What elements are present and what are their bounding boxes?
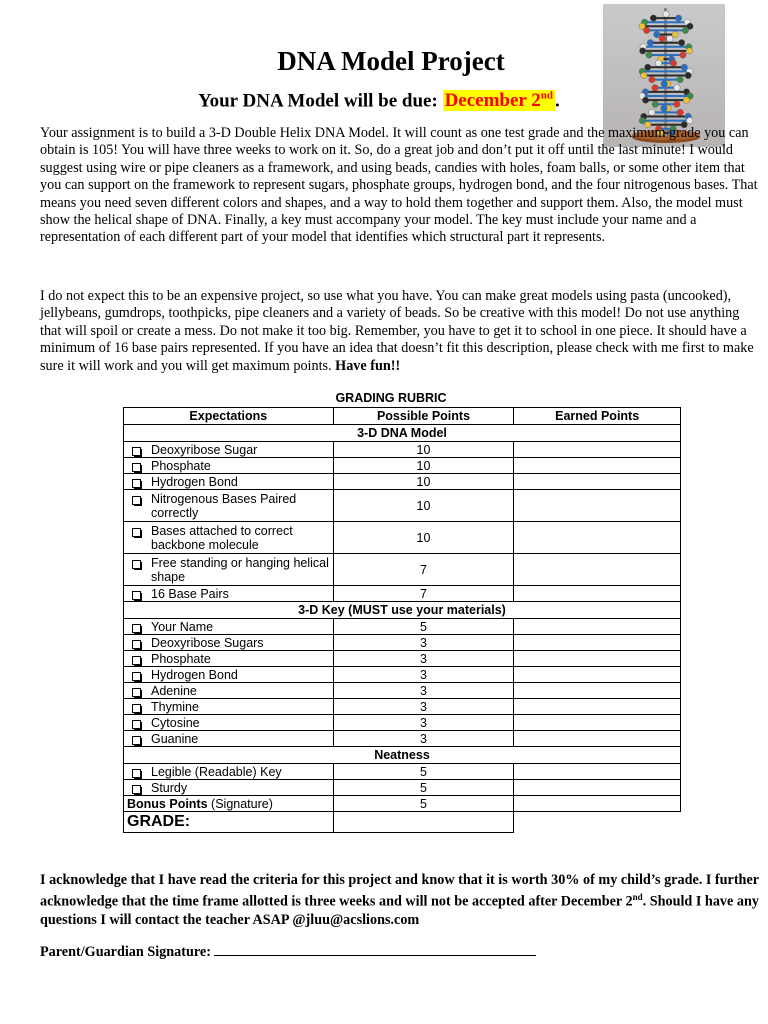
ack-part2: . Should I have any questions I will contact the teacher ASAP @jluu@acslions.com xyxy=(40,894,759,928)
rubric-item-earned-points[interactable] xyxy=(514,683,681,699)
rubric-item-label: Hydrogen Bond xyxy=(151,474,238,489)
signature-field[interactable] xyxy=(214,943,536,956)
rubric-item-possible-points: 7 xyxy=(333,554,514,586)
checkbox-bullet-icon xyxy=(132,785,141,794)
rubric-section-title: 3-D Key (MUST use your materials) xyxy=(124,602,681,619)
rubric-item-label: Thymine xyxy=(151,699,199,714)
rubric-item-possible-points: 3 xyxy=(333,683,514,699)
rubric-item-possible-points: 7 xyxy=(333,586,514,602)
rubric-item-possible-points: 10 xyxy=(333,490,514,522)
rubric-section-row xyxy=(124,425,681,442)
ack-sup: nd xyxy=(632,892,643,903)
assignment-paragraph: Your assignment is to build a 3-D Double Helix DNA Model. It will count as one test grade and the maximum grade you can obtain is 105! You will have three weeks to work on it. So, do a great job and don’t put it off until the last minute! I would suggest using wire or pipe cleaners as a framework, and using beads, candies with holes, foam balls, or some other item that you can support on the framework to represent sugars, phosphate groups, hydrogen bond, and the four nitrogenous bases. That means you need seven different colors and shapes, and a way to hold them together and support them. Also, the model must show the helical shape of DNA. Finally, a key must accompany your model. The key must include your name and a representation of each different part of your model that identifies which structural part it represents. xyxy=(40,125,758,246)
rubric-item-possible-points: 3 xyxy=(333,699,514,715)
rubric-item-earned-points[interactable] xyxy=(514,458,681,474)
rubric-item-possible-points: 3 xyxy=(333,715,514,731)
rubric-item-expectation xyxy=(124,683,334,699)
signature-label: Parent/Guardian Signature: xyxy=(40,944,211,960)
rubric-item-possible-points: 10 xyxy=(333,458,514,474)
rubric-item-earned-points[interactable] xyxy=(514,699,681,715)
rubric-item-label: Guanine xyxy=(151,731,199,746)
rubric-item-label: Sturdy xyxy=(151,780,188,795)
rubric-item-earned-points[interactable] xyxy=(514,554,681,586)
rubric-header-row xyxy=(124,408,681,425)
rubric-item-expectation xyxy=(124,651,334,667)
rubric-item-label: Deoxyribose Sugar xyxy=(151,442,258,457)
rubric-item-earned-points[interactable] xyxy=(514,442,681,458)
rubric-item-label: Your Name xyxy=(151,619,214,634)
rubric-item-expectation xyxy=(124,764,334,780)
rubric-item-possible-points: 10 xyxy=(333,442,514,458)
rubric-section-row xyxy=(124,602,681,619)
rubric-item-expectation xyxy=(124,635,334,651)
rubric-item-expectation xyxy=(124,490,334,522)
rubric-item-label: Nitrogenous Bases Paired correctly xyxy=(151,491,297,520)
rubric-item-expectation xyxy=(124,667,334,683)
rubric-item-earned-points[interactable] xyxy=(514,586,681,602)
rubric-item-earned-points[interactable] xyxy=(514,780,681,796)
rubric-item-earned-points[interactable] xyxy=(514,490,681,522)
checkbox-bullet-icon xyxy=(132,704,141,713)
ack-part1: I acknowledge that I have read the criteria for this project and know that it is worth 30% of my child’s grade. I further acknowledge that the time frame allotted is three weeks and will not be accepted after December 2 xyxy=(40,872,759,911)
rubric-item-expectation xyxy=(124,780,334,796)
checkbox-bullet-icon xyxy=(132,463,141,472)
bonus-possible-points: 5 xyxy=(333,796,514,812)
rubric-item-label: Free standing or hanging helical shape xyxy=(151,555,329,584)
rubric-caption: GRADING RUBRIC xyxy=(335,391,447,405)
rubric-item-earned-points[interactable] xyxy=(514,651,681,667)
checkbox-bullet-icon xyxy=(132,528,141,537)
bonus-points-note: (Signature) xyxy=(211,796,273,811)
checkbox-bullet-icon xyxy=(132,447,141,456)
rubric-item-row xyxy=(124,667,681,683)
signature-line xyxy=(40,943,536,961)
bonus-points-label: Bonus Points xyxy=(127,796,208,811)
rubric-item-row xyxy=(124,619,681,635)
rubric-item-possible-points: 5 xyxy=(333,764,514,780)
checkbox-bullet-icon xyxy=(132,560,141,569)
rubric-item-expectation xyxy=(124,619,334,635)
rubric-item-label: Phosphate xyxy=(151,458,211,473)
rubric-item-row xyxy=(124,764,681,780)
rubric-item-possible-points: 10 xyxy=(333,474,514,490)
grading-rubric-table xyxy=(123,407,681,833)
rubric-item-possible-points: 3 xyxy=(333,651,514,667)
rubric-item-expectation xyxy=(124,715,334,731)
rubric-item-expectation xyxy=(124,731,334,747)
header-expectations: Expectations xyxy=(124,408,334,425)
materials-text: I do not expect this to be an expensive project, so use what you have. You can make great models using pasta (uncooked), jellybeans, gumdrops, toothpicks, pipe cleaners and a variety of beads. So be creative with this model! Do not use anything that will spoil or create a mess. Do not make it too big. Remember, you have to get it to school in one piece. It should have a minimum of 16 base pairs represented. If you have an idea that doesn’t fit this description, please check with me first to make sure it will work and you will get maximum points. xyxy=(40,288,754,374)
due-prefix: Your DNA Model will be due: xyxy=(198,90,438,112)
rubric-item-earned-points[interactable] xyxy=(514,619,681,635)
due-date-line xyxy=(198,90,560,112)
checkbox-bullet-icon xyxy=(132,496,141,505)
rubric-item-possible-points: 5 xyxy=(333,780,514,796)
rubric-item-row xyxy=(124,683,681,699)
page-title: DNA Model Project xyxy=(277,46,505,76)
rubric-item-row xyxy=(124,635,681,651)
rubric-section-row xyxy=(124,747,681,764)
rubric-item-expectation xyxy=(124,699,334,715)
rubric-item-label: Legible (Readable) Key xyxy=(151,764,282,779)
rubric-item-earned-points[interactable] xyxy=(514,635,681,651)
bonus-earned-points[interactable] xyxy=(514,796,681,812)
rubric-item-row xyxy=(124,715,681,731)
rubric-item-row xyxy=(124,651,681,667)
due-date: December 2 xyxy=(444,90,541,112)
grade-row xyxy=(124,812,681,833)
rubric-item-expectation xyxy=(124,522,334,554)
rubric-item-possible-points: 10 xyxy=(333,522,514,554)
rubric-item-earned-points[interactable] xyxy=(514,522,681,554)
rubric-item-expectation xyxy=(124,474,334,490)
rubric-item-row xyxy=(124,474,681,490)
rubric-item-possible-points: 3 xyxy=(333,635,514,651)
rubric-body xyxy=(124,425,681,833)
rubric-item-expectation xyxy=(124,458,334,474)
have-fun-text: Have fun!! xyxy=(335,357,401,374)
rubric-item-row xyxy=(124,458,681,474)
rubric-item-row xyxy=(124,699,681,715)
rubric-item-label: Cytosine xyxy=(151,715,200,730)
rubric-item-label: Adenine xyxy=(151,683,197,698)
checkbox-bullet-icon xyxy=(132,624,141,633)
grade-label: GRADE: xyxy=(124,812,334,833)
rubric-item-label: Bases attached to correct backbone molecule xyxy=(151,523,293,552)
rubric-item-row xyxy=(124,586,681,602)
checkbox-bullet-icon xyxy=(132,736,141,745)
rubric-item-row xyxy=(124,442,681,458)
rubric-item-label: Deoxyribose Sugars xyxy=(151,635,264,650)
rubric-item-earned-points[interactable] xyxy=(514,474,681,490)
rubric-section-title: 3-D DNA Model xyxy=(124,425,681,442)
rubric-item-possible-points: 5 xyxy=(333,619,514,635)
rubric-item-expectation xyxy=(124,586,334,602)
rubric-item-row xyxy=(124,554,681,586)
due-date-highlight xyxy=(443,90,555,111)
bonus-points-expectation xyxy=(124,796,334,812)
due-period: . xyxy=(555,90,560,112)
rubric-item-row xyxy=(124,522,681,554)
rubric-item-earned-points[interactable] xyxy=(514,731,681,747)
rubric-item-expectation xyxy=(124,442,334,458)
checkbox-bullet-icon xyxy=(132,591,141,600)
rubric-section-title: Neatness xyxy=(124,747,681,764)
rubric-item-earned-points[interactable] xyxy=(514,667,681,683)
rubric-item-row xyxy=(124,780,681,796)
checkbox-bullet-icon xyxy=(132,688,141,697)
rubric-item-label: 16 Base Pairs xyxy=(151,586,229,601)
grade-value[interactable] xyxy=(333,812,514,833)
checkbox-bullet-icon xyxy=(132,672,141,681)
due-date-suffix: nd xyxy=(540,90,553,102)
bonus-points-row xyxy=(124,796,681,812)
checkbox-bullet-icon xyxy=(132,479,141,488)
header-possible-points: Possible Points xyxy=(333,408,514,425)
rubric-item-possible-points: 3 xyxy=(333,667,514,683)
checkbox-bullet-icon xyxy=(132,640,141,649)
acknowledgement-text xyxy=(40,872,764,929)
materials-paragraph xyxy=(40,288,764,375)
checkbox-bullet-icon xyxy=(132,720,141,729)
rubric-item-possible-points: 3 xyxy=(333,731,514,747)
rubric-item-earned-points[interactable] xyxy=(514,715,681,731)
checkbox-bullet-icon xyxy=(132,656,141,665)
rubric-item-label: Hydrogen Bond xyxy=(151,667,238,682)
checkbox-bullet-icon xyxy=(132,769,141,778)
rubric-item-expectation xyxy=(124,554,334,586)
rubric-item-label: Phosphate xyxy=(151,651,211,666)
rubric-item-row xyxy=(124,490,681,522)
rubric-item-earned-points[interactable] xyxy=(514,764,681,780)
rubric-item-row xyxy=(124,731,681,747)
header-earned-points: Earned Points xyxy=(514,408,681,425)
